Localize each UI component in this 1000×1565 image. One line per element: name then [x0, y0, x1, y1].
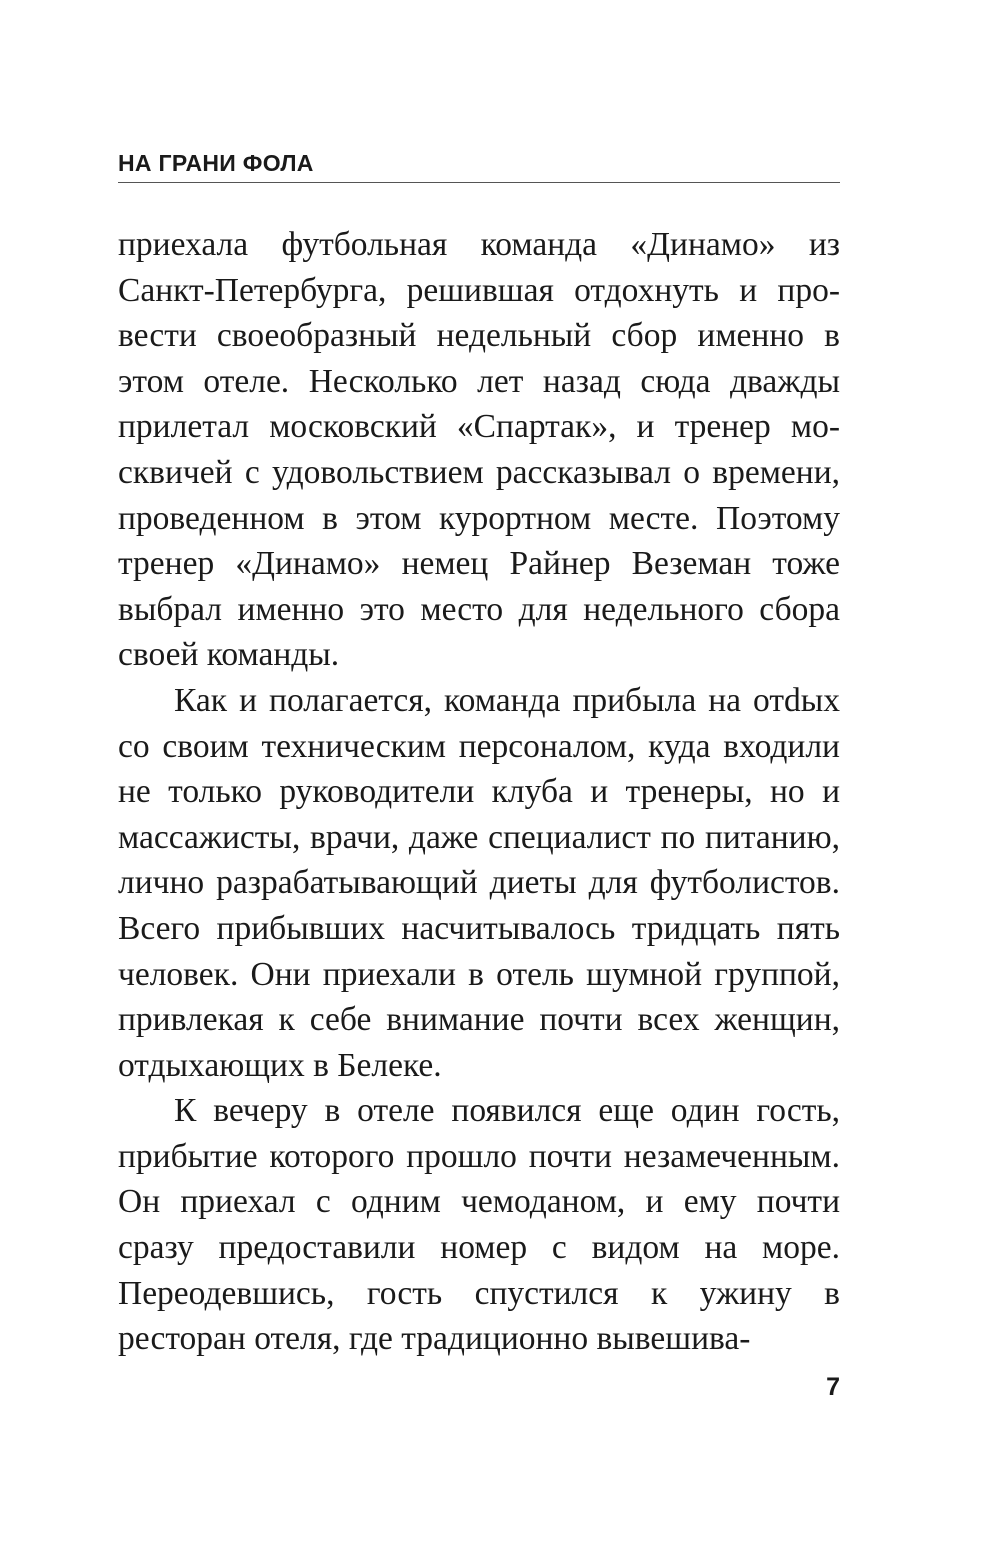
running-head: НА ГРАНИ ФОЛА: [118, 150, 314, 176]
paragraph-2: Как и полагается, команда прибыла на отdых со своим техническим персоналом, куда входили не только руководители клуба и тренеры, но и массажисты, врачи, даже специалист по питанию, лично разрабатывающий диеты для футболистов. Всего прибывших насчитывалось тридцать пять человек. Они приехали в отель шумной группой, привлекая к себе внимание почти всех женщин, отдыхающих в Белеке.: [118, 681, 840, 1084]
page-number: 7: [826, 1373, 840, 1401]
header-rule: [118, 182, 840, 183]
body-text: [118, 222, 840, 1362]
paragraph-1: приехала футбольная команда «Динамо» из Санкт-Петербурга, решившая отдохнуть и провести своеобразный недельный сбор именно в этом отеле. Несколько лет назад сюда дважды прилетал московский «Спартак», и тренер москвичей с удовольствием рассказывал о времени, проведенном в этом курортном месте. Поэтому тренер «Динамо» немец Райнер Веземан тоже выбрал именно это место для недельного сбора своей команды.: [118, 226, 840, 674]
paragraph-3: К вечеру в отеле появился еще один гость, прибытие которого прошло почти незамеченным. Он приехал с одним чемоданом, и ему почти сразу предоставили номер с видом на море. Переодевшись, гость спустился к ужину в ресторан отеля, где традиционно вывешива-: [118, 1092, 840, 1358]
